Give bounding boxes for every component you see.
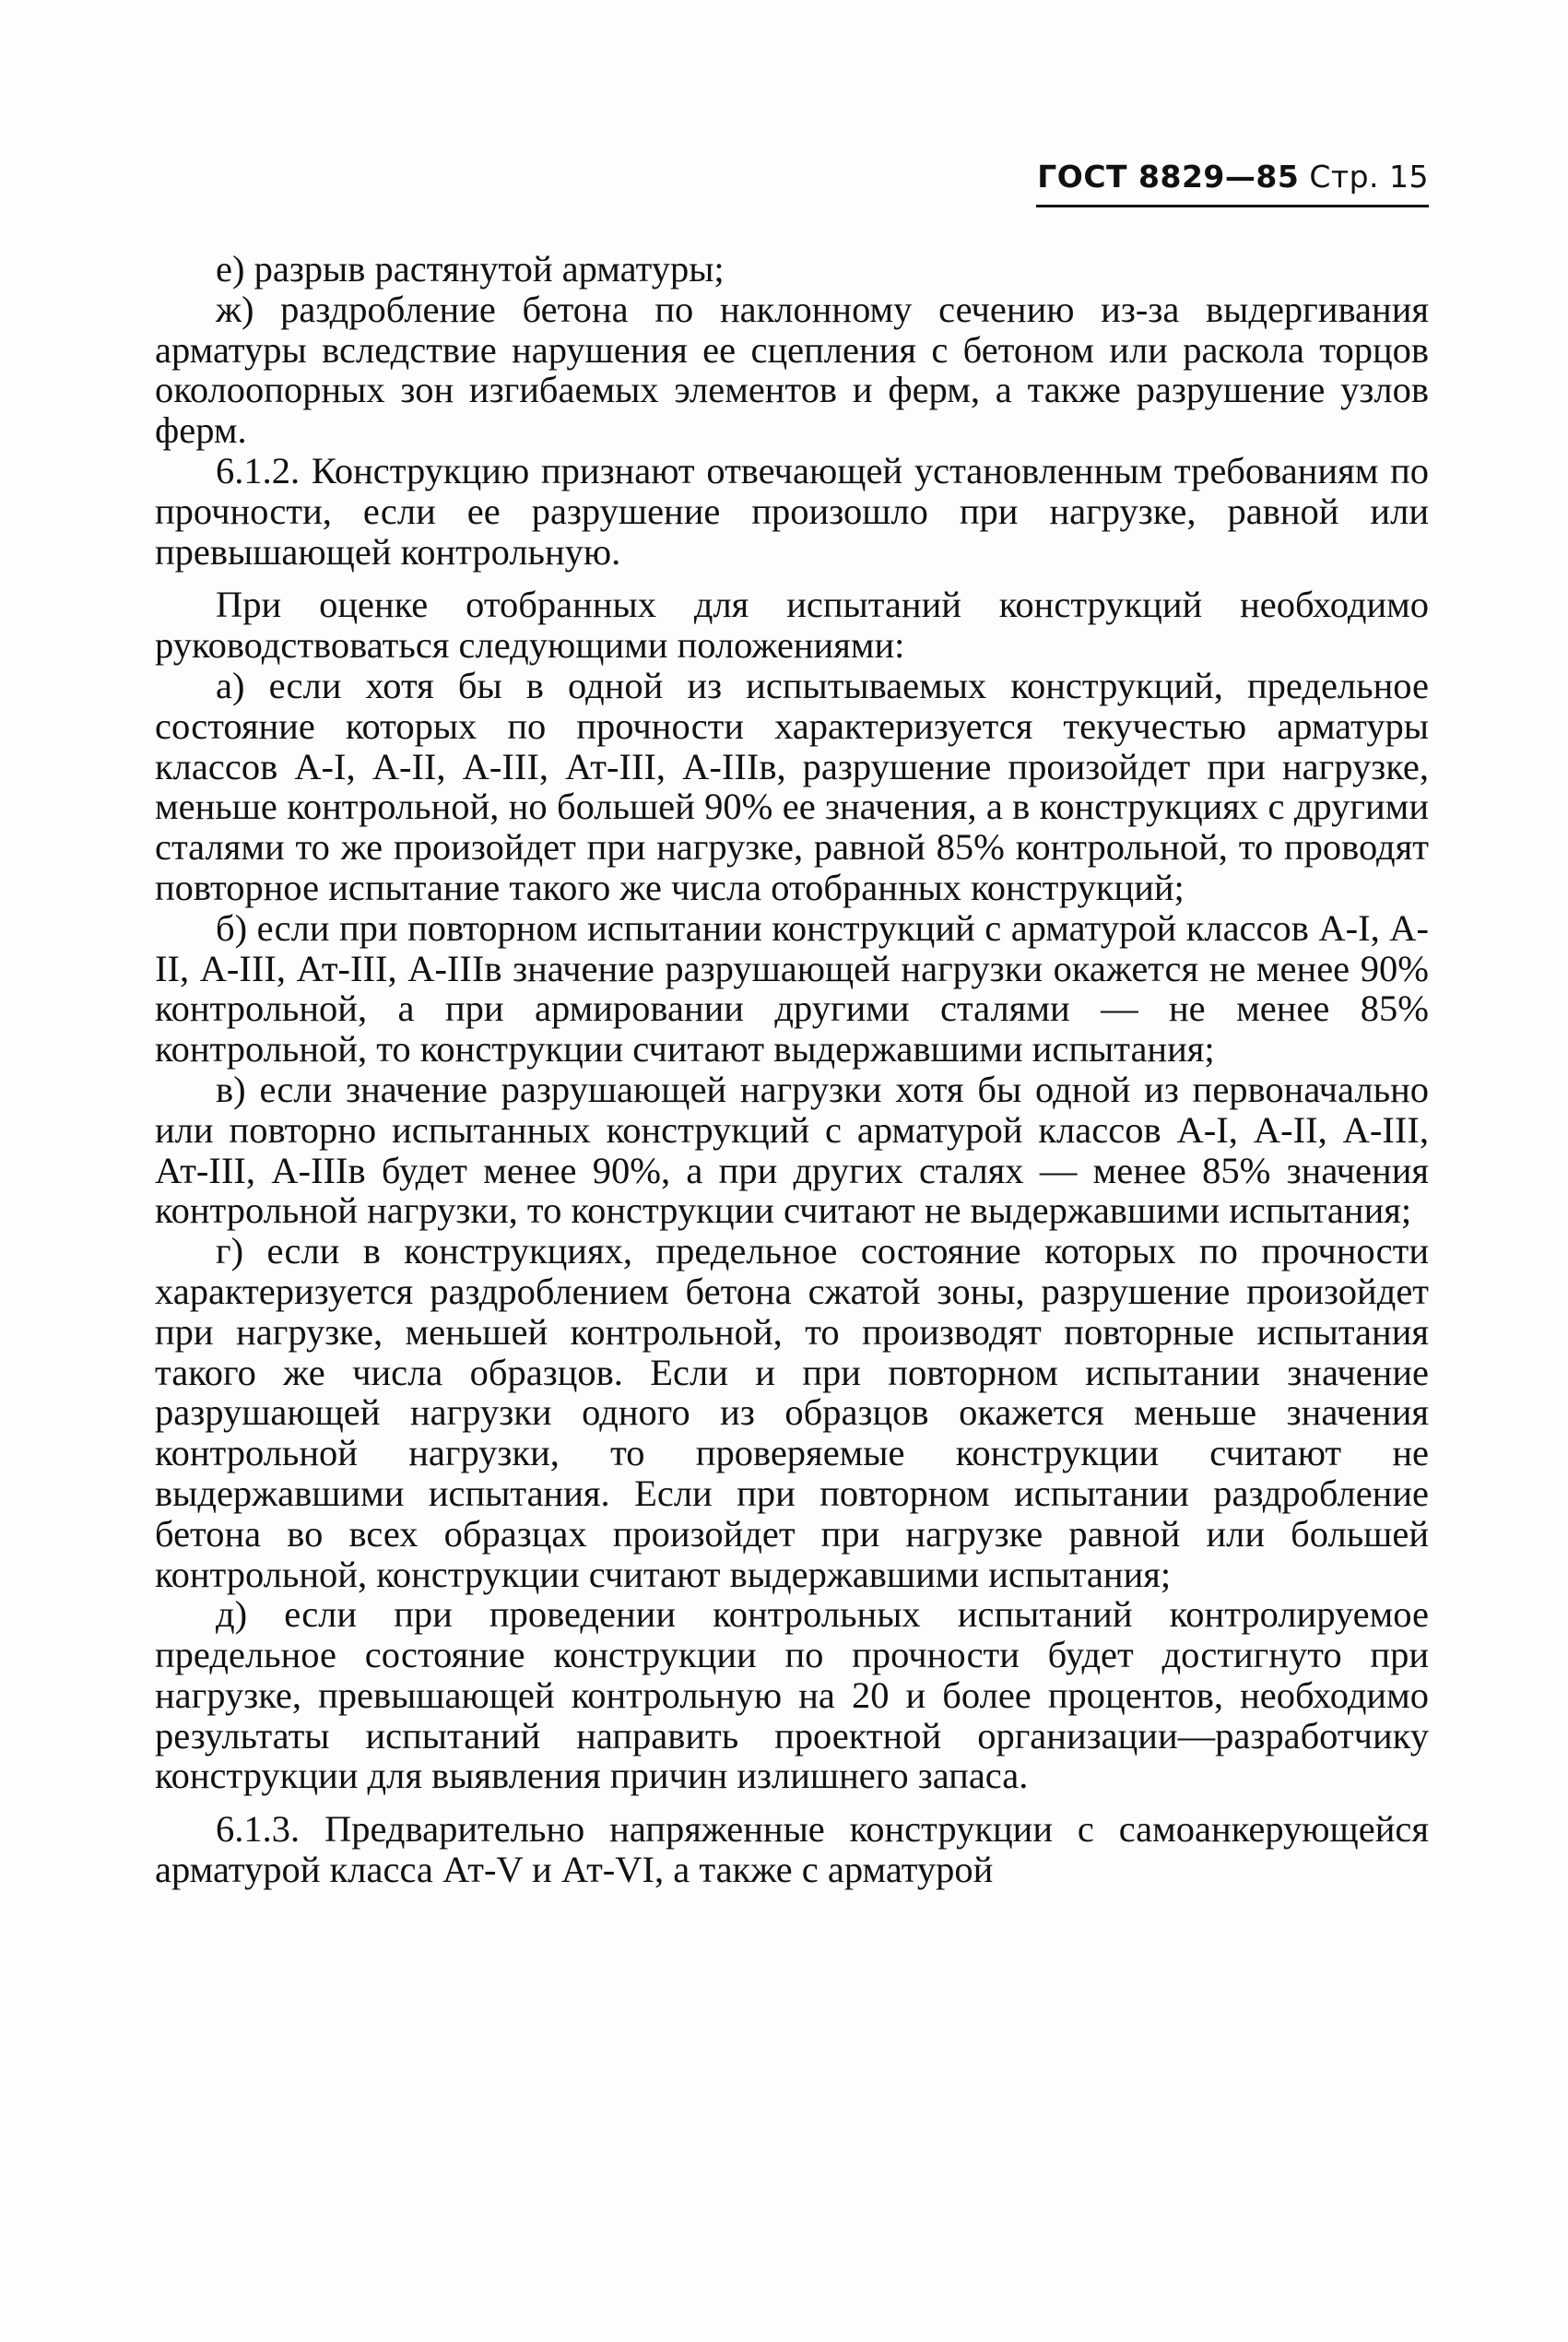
list-item-g: г) если в конструкциях, предельное состояние которых по прочности характеризуется раздроблением бетона сжатой зоны, разрушение произойдет при нагрузке, меньшей контрольной, то производят повторные испытания такого же числа образцов. Если и при повторном испытании значение разрушающей нагрузки одного из образцов окажется меньше значения контрольной нагрузки, то проверяемые конструкции считают не выдержавшими испытания. Если при повторном испытании раздробление бетона во всех образцах произойдет при нагрузке равной или большей контрольной, конструкции считают выдержавшими испытания; bbox=[155, 1230, 1429, 1595]
standard-number: ГОСТ 8829—85 bbox=[1037, 159, 1300, 195]
page-header bbox=[1032, 159, 1429, 195]
clause-6-1-3: 6.1.3. Предварительно напряженные конструкции с самоанкерующейся арматурой класса Ат-V и Ат-VI, а также с арматурой bbox=[155, 1808, 1429, 1891]
evaluation-intro: При оценке отобранных для испытаний конструкций необходимо руководствоваться следующими положениями: bbox=[155, 584, 1429, 667]
clause-6-1-2: 6.1.2. Конструкцию признают отвечающей установленным требованиям по прочности, если ее разрушение произошло при нагрузке, равной или превышающей контрольную. bbox=[155, 449, 1429, 573]
list-item-b: б) если при повторном испытании конструкций с арматурой классов А-I, А-II, А-III, Ат-III, А-IIIв значение разрушающей нагрузки окажется не менее 90% контрольной, а при армировании другими сталями — не менее 85% контрольной, то конструкции считают выдержавшими испытания; bbox=[155, 906, 1429, 1070]
page-number: Стр. 15 bbox=[1309, 159, 1429, 195]
list-item-v: в) если значение разрушающей нагрузки хотя бы одной из первоначально или повторно испытанных конструкций с арматурой классов А-I, А-II, А-III, Ат-III, А-IIIв будет менее 90%, а при других сталях — менее 85% значения контрольной нагрузки, то конструкции считают не выдержавшими испытания; bbox=[155, 1068, 1429, 1232]
list-item-a: а) если хотя бы в одной из испытываемых конструкций, предельное состояние которых по прочности характеризуется текучестью арматуры классов А-I, А-II, А-III, Ат-III, А-IIIв, разрушение произойдет при нагрузке, меньше контрольной, но большей 90% ее значения, а в конструкциях с другими сталями то же произойдет при нагрузке, равной 85% контрольной, то проводят повторное испытание такого же числа отобранных конструкций; bbox=[155, 664, 1429, 908]
list-item-e: е) разрыв растянутой арматуры; bbox=[216, 248, 725, 290]
list-item-zh: ж) раздробление бетона по наклонному сечению из-за выдергивания арматуры вследствие нарушения ее сцепления с бетоном или раскола торцов околоопорных зон изгибаемых элементов и ферм, а также разрушение узлов ферм. bbox=[155, 288, 1429, 452]
header-rule bbox=[1036, 205, 1429, 207]
list-item-d: д) если при проведении контрольных испытаний контролируемое предельное состояние конструкции по прочности будет достигнуто при нагрузке, превышающей контрольную на 20 и более процентов, необходимо результаты испытаний направить проектной организации—разработчику конструкции для выявления причин излишнего запаса. bbox=[155, 1593, 1429, 1797]
body-text bbox=[155, 249, 1429, 1890]
